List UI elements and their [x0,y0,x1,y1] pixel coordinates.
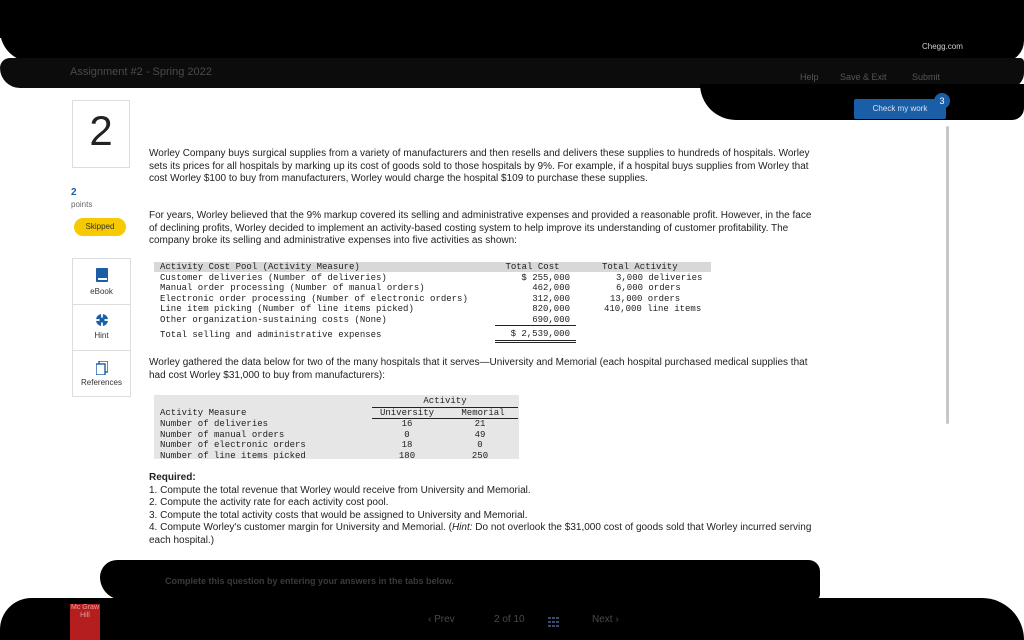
intro-paragraph-1: Worley Company buys surgical supplies from a variety of manufacturers and then resells and delivers these supplies to hundreds of hospitals. Worley sets its prices for all hospitals by marking up its cost of goods sold to those hospitals by 9%. For example, if a hospital buys supplies from Worley that cost Worley $100 to buy from manufacturers, Worley would charge the hospital $109 to purchase these supplies. [149,148,810,184]
table-cell: 0 [477,440,483,450]
page-current: 2 [494,614,500,625]
lifebuoy-icon [73,313,130,332]
total-cost: $ 2,539,000 [495,326,576,342]
table-cell: 820,000 [532,304,570,314]
assignment-title: Assignment #2 - Spring 2022 [70,66,212,78]
points-label: points [71,200,93,209]
table-cell: 462,000 [532,283,570,293]
mcgraw-hill-logo [70,604,100,640]
table-cell: Number of line items picked [160,450,306,461]
sidebar-item-references[interactable] [72,350,131,397]
page-total: 10 [513,614,525,625]
hint-word: Hint: [451,522,473,533]
table-row [160,451,518,462]
intro-paragraph-2: For years, Worley believed that the 9% markup covered its selling and administrative expenses and provided a reasonable profit. However, in the face of declining profits, Worley decided to implement an activity-based costing system to help improve its understanding of customer profitability. The company broke its selling and administrative expenses into five activities as shown: [149,210,812,246]
table-cell: 180 [398,450,416,461]
required-item-3: 3. Compute the total activity costs that would be assigned to University and Memorial. [149,509,528,521]
table-row [160,294,702,305]
required-item-4 [149,522,819,547]
logo-text: Mc Graw Hill [71,604,99,619]
question-number: 2 [89,107,113,154]
table-cell: 13,000 orders [610,293,681,304]
table-cell: Line item picking (Number of line items picked) [160,304,414,314]
grid-icon[interactable] [548,614,560,624]
sidebar-item-label: Hint [94,331,109,340]
table-row-total [160,326,702,342]
col-header-university: University [372,407,442,419]
cost-table-header-pool: Activity Cost Pool (Activity Measure) [160,262,360,272]
table-cell: Manual order processing (Number of manual orders) [160,283,425,293]
table-cell: 49 [474,429,486,440]
table-cell: Number of manual orders [160,429,285,440]
complete-instruction: Complete this question by entering your answers in the tabs below. [165,576,454,586]
cost-table-header-activity: Total Activity [602,262,678,272]
table-row [160,419,518,430]
table-cell: Customer deliveries (Number of deliveries) [160,272,387,283]
table-cell: Electronic order processing (Number of electronic orders) [160,293,468,304]
check-my-work-button[interactable]: Check my work [854,99,946,119]
required-section [149,472,819,547]
browser-url[interactable]: Chegg.com [922,42,963,51]
table-cell: 250 [471,450,489,461]
table-cell: 0 [404,429,410,440]
table-cell: 6,000 orders [616,283,681,293]
sidebar-item-label: eBook [90,287,113,296]
table-row [160,273,702,284]
sidebar-item-hint[interactable] [72,304,131,351]
table-cell: 18 [401,440,413,450]
status-badge: Skipped [74,218,126,236]
table-cell: 16 [401,419,413,429]
page-of: of [502,614,511,625]
prev-button[interactable]: ‹ Prev [428,614,455,625]
book-icon [73,267,130,288]
sidebar-item-label: References [81,378,122,387]
required-item-4-rest: Do not overlook the $31,000 cost of goods sold that Worley incurred serving each hospital.) [149,522,812,546]
table-row [160,283,702,294]
activity-cost-pool-table [160,262,702,343]
table-cell: Other organization-sustaining costs (None) [160,314,387,325]
table-cell: 3,000 deliveries [616,272,703,283]
table-row [160,315,702,326]
required-item-1: 1. Compute the total revenue that Worley would receive from University and Memorial. [149,484,531,496]
table-cell: 312,000 [532,293,570,304]
table-cell: 690,000 [532,314,570,325]
table-cell: 21 [474,419,486,429]
hospital-activity-table [160,396,518,461]
activity-measure-header: Activity Measure [160,407,247,418]
table-row [160,430,518,441]
cost-table-header-cost: Total Cost [505,262,560,272]
table-cell: $ 255,000 [521,272,570,283]
table-row [160,304,702,315]
vertical-scrollbar[interactable] [946,126,949,424]
table-cell [160,396,372,407]
points-value: 2 [71,187,77,198]
required-item-4-text: 4. Compute Worley's customer margin for University and Memorial. ( [149,522,452,533]
required-item-2: 2. Compute the activity rate for each activity cost pool. [149,497,389,508]
required-heading: Required: [149,472,196,483]
table-row [160,440,518,451]
next-button[interactable]: Next › [592,614,619,625]
table-cell: Number of deliveries [160,418,269,429]
total-label: Total selling and administrative expenses [160,329,382,340]
table-cell [576,315,702,326]
col-header-memorial: Memorial [442,407,518,419]
check-work-count-badge: 3 [934,93,950,109]
table-cell: 410,000 line items [604,304,702,314]
help-link[interactable]: Help [800,72,819,82]
save-exit-link[interactable]: Save & Exit [840,72,887,82]
submit-link[interactable]: Submit [912,72,941,82]
table-cell: Number of electronic orders [160,440,306,450]
hospitals-intro: Worley gathered the data below for two of the many hospitals that it serves—University and Memorial (each hospital purchased medical supplies that had cost Worley $31,000 to buy from manufacturers): [149,357,808,381]
question-number-box [72,100,130,168]
sidebar-item-ebook[interactable] [72,258,131,305]
activity-group-header: Activity [372,396,518,407]
page-counter [494,614,525,625]
table-cell [576,326,702,342]
